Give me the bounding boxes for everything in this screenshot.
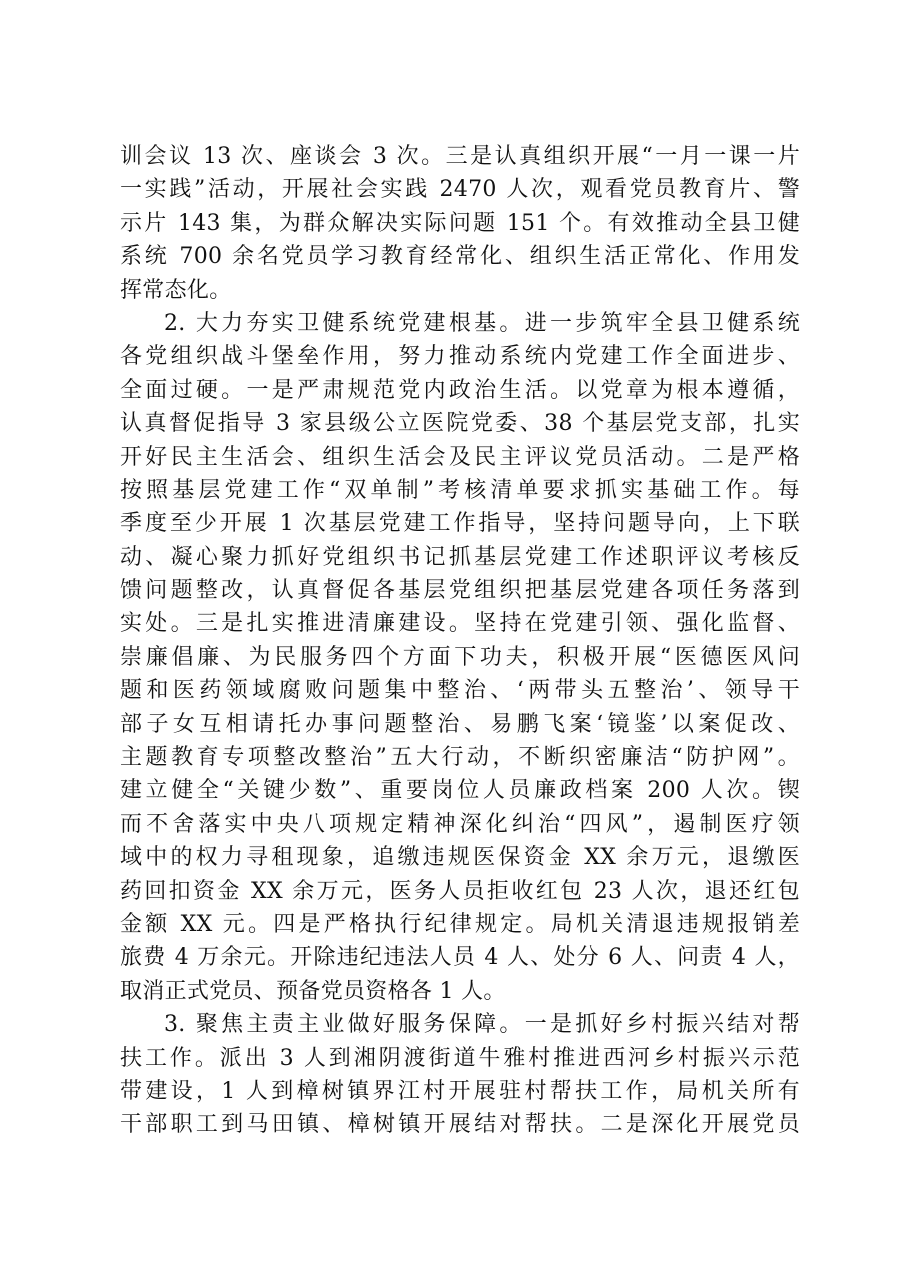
text-line: 题和医药领域腐败问题集中整治、‘两带头五整治’、领导干 <box>120 678 800 704</box>
text-line: 建立健全“关键少数”、重要岗位人员廉政档案 200 人次。锲 <box>120 778 800 804</box>
text-line: 全面过硬。一是严肃规范党内政治生活。以党章为根本遵循， <box>120 377 800 403</box>
text-line: 系统 700 余名党员学习教育经常化、组织生活正常化、作用发 <box>120 244 800 270</box>
text-line: 实处。三是扎实推进清廉建设。坚持在党建引领、强化监督、 <box>120 611 800 637</box>
text-line: 金额 XX 元。四是严格执行纪律规定。局机关清退违规报销差 <box>120 911 800 937</box>
text-line: 主题教育专项整改整治”五大行动，不断织密廉洁“防护网”。 <box>120 745 800 771</box>
text-line: 崇廉倡廉、为民服务四个方面下功夫，积极开展“医德医风问 <box>120 644 800 670</box>
text-line: 各党组织战斗堡垒作用，努力推动系统内党建工作全面进步、 <box>120 344 800 370</box>
text-line: 示片 143 集，为群众解决实际问题 151 个。有效推动全县卫健 <box>120 210 800 236</box>
text-line: 开好民主生活会、组织生活会及民主评议党员活动。二是严格 <box>120 444 800 470</box>
text-line: 而不舍落实中央八项规定精神深化纠治“四风”，遏制医疗领 <box>120 811 800 837</box>
text-line: 部子女互相请托办事问题整治、易鹏飞案‘镜鉴’以案促改、 <box>120 711 800 737</box>
text-line: 季度至少开展 1 次基层党建工作指导，坚持问题导向，上下联 <box>120 511 800 537</box>
text-line: 一实践”活动，开展社会实践 2470 人次，观看党员教育片、警 <box>120 177 800 203</box>
text-line: 馈问题整改，认真督促各基层党组织把基层党建各项任务落到 <box>120 578 800 604</box>
text-line: 挥常态化。 <box>120 277 232 303</box>
paragraph-start-line: 3. 聚焦主责主业做好服务保障。一是抓好乡村振兴结对帮 <box>164 1012 800 1038</box>
body-text <box>120 140 800 1142</box>
text-line: 动、凝心聚力抓好党组织书记抓基层党建工作述职评议考核反 <box>120 544 800 570</box>
text-line: 旅费 4 万余元。开除违纪违法人员 4 人、处分 6 人、问责 4 人， <box>120 945 800 971</box>
text-line: 带建设，1 人到樟树镇界江村开展驻村帮扶工作，局机关所有 <box>120 1078 800 1104</box>
text-line: 取消正式党员、预备党员资格各 1 人。 <box>120 978 506 1004</box>
text-line: 认真督促指导 3 家县级公立医院党委、38 个基层党支部，扎实 <box>120 411 800 437</box>
text-line: 干部职工到马田镇、樟树镇开展结对帮扶。二是深化开展党员 <box>120 1112 800 1138</box>
text-line: 药回扣资金 XX 余万元，医务人员拒收红包 23 人次，退还红包 <box>120 878 800 904</box>
text-line: 按照基层党建工作“双单制”考核清单要求抓实基础工作。每 <box>120 477 800 503</box>
paragraph-start-line: 2. 大力夯实卫健系统党建根基。进一步筑牢全县卫健系统 <box>164 310 800 336</box>
text-line: 训会议 13 次、座谈会 3 次。三是认真组织开展“一月一课一片 <box>120 144 800 169</box>
text-line: 扶工作。派出 3 人到湘阴渡街道牛雅村推进西河乡村振兴示范 <box>120 1045 800 1071</box>
text-line: 域中的权力寻租现象，追缴违规医保资金 XX 余万元，退缴医 <box>120 845 800 871</box>
